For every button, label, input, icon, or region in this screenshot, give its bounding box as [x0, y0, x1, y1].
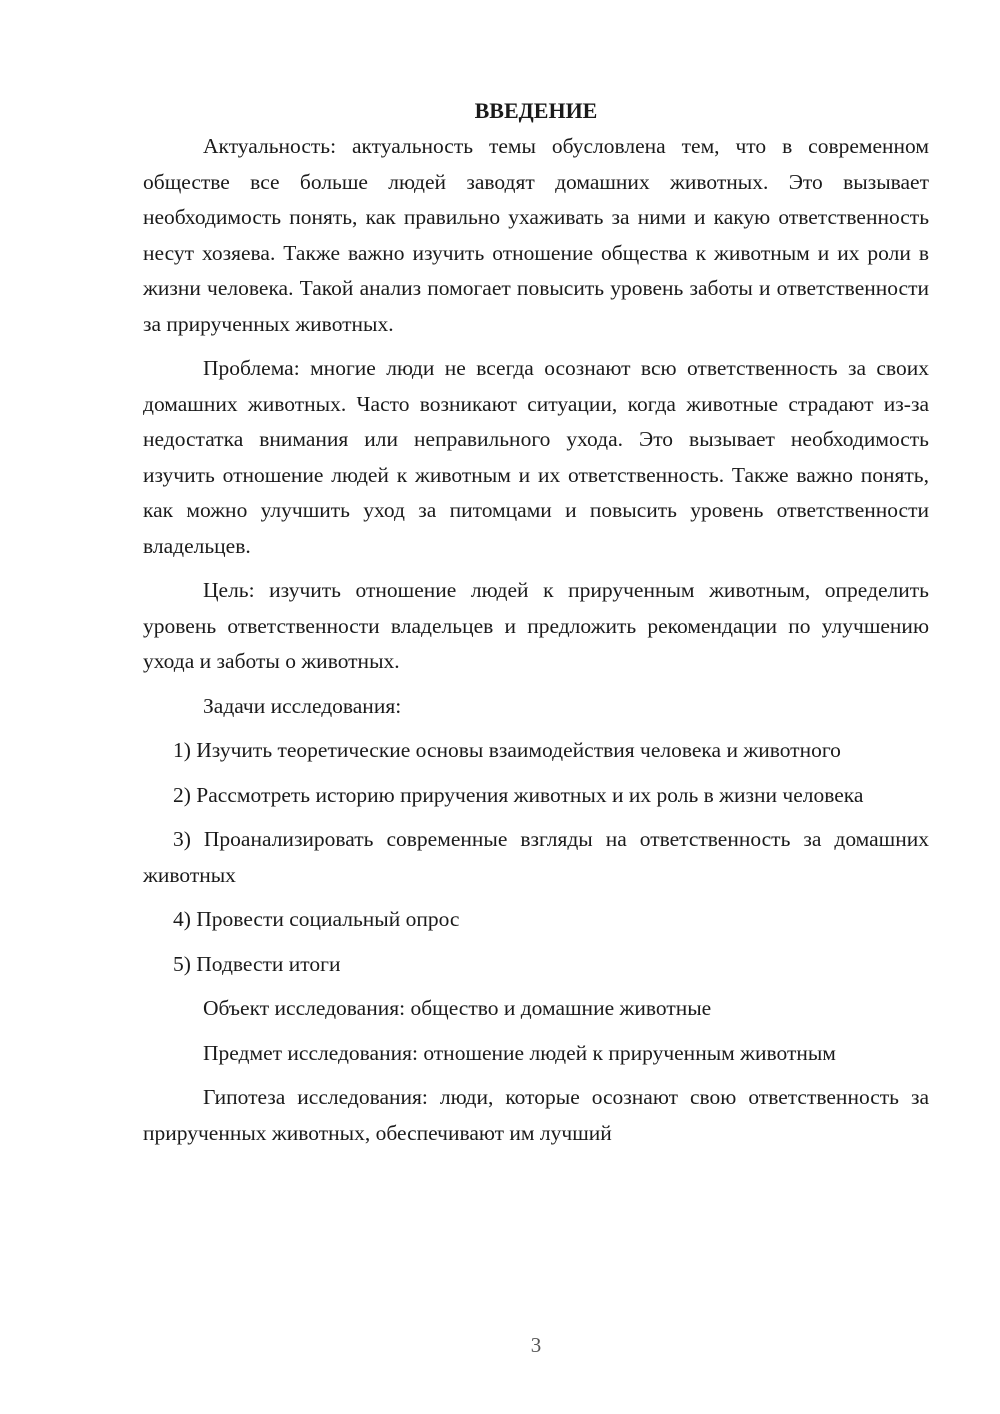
research-object: Объект исследования: общество и домашние животные — [203, 996, 712, 1020]
section-title: ВВЕДЕНИЕ — [474, 98, 598, 123]
task-item-1: 1) Изучить теоретические основы взаимодействия человека и животного — [173, 738, 841, 762]
relevance-paragraph: Актуальность: актуальность темы обусловлена тем, что в современном обществе все больше людей заводят домашних животных. Это вызывает необходимость понять, как правильно ухаживать за ними и какую ответственность несут хозяева. Также важно изучить отношение общества к животным и их роли в жизни человека. Такой анализ помогает повысить уровень заботы и ответственности за прирученных животных. — [143, 134, 929, 336]
task-item-4: 4) Провести социальный опрос — [173, 907, 460, 931]
page-number: 3 — [530, 1333, 542, 1357]
task-item-5: 5) Подвести итоги — [173, 951, 341, 976]
task-item-3: 3) Проанализировать современные взгляды на ответственность за домашних животных — [143, 827, 929, 887]
task-item-2: 2) Рассмотреть историю приручения животных и их роль в жизни человека — [173, 782, 864, 807]
goal-paragraph: Цель: изучить отношение людей к прирученным животным, определить уровень ответственности владельцев и предложить рекомендации по улучшению ухода и заботы о животных. — [143, 578, 929, 673]
research-hypothesis: Гипотеза исследования: люди, которые осознают свою ответственность за прирученных животных, обеспечивают им лучший — [143, 1085, 929, 1145]
tasks-heading: Задачи исследования: — [203, 693, 402, 718]
document-page — [143, 96, 929, 1151]
research-subject: Предмет исследования: отношение людей к прирученным животным — [203, 1040, 836, 1065]
problem-paragraph: Проблема: многие люди не всегда осознают всю ответственность за своих домашних животных. Часто возникают ситуации, когда животные страдают из-за недостатка внимания или неправильного ухода. Это вызывает необходимость изучить отношение людей к животным и их ответственность. Также важно понять, как можно улучшить уход за питомцами и повысить уровень ответственности владельцев. — [143, 356, 929, 558]
